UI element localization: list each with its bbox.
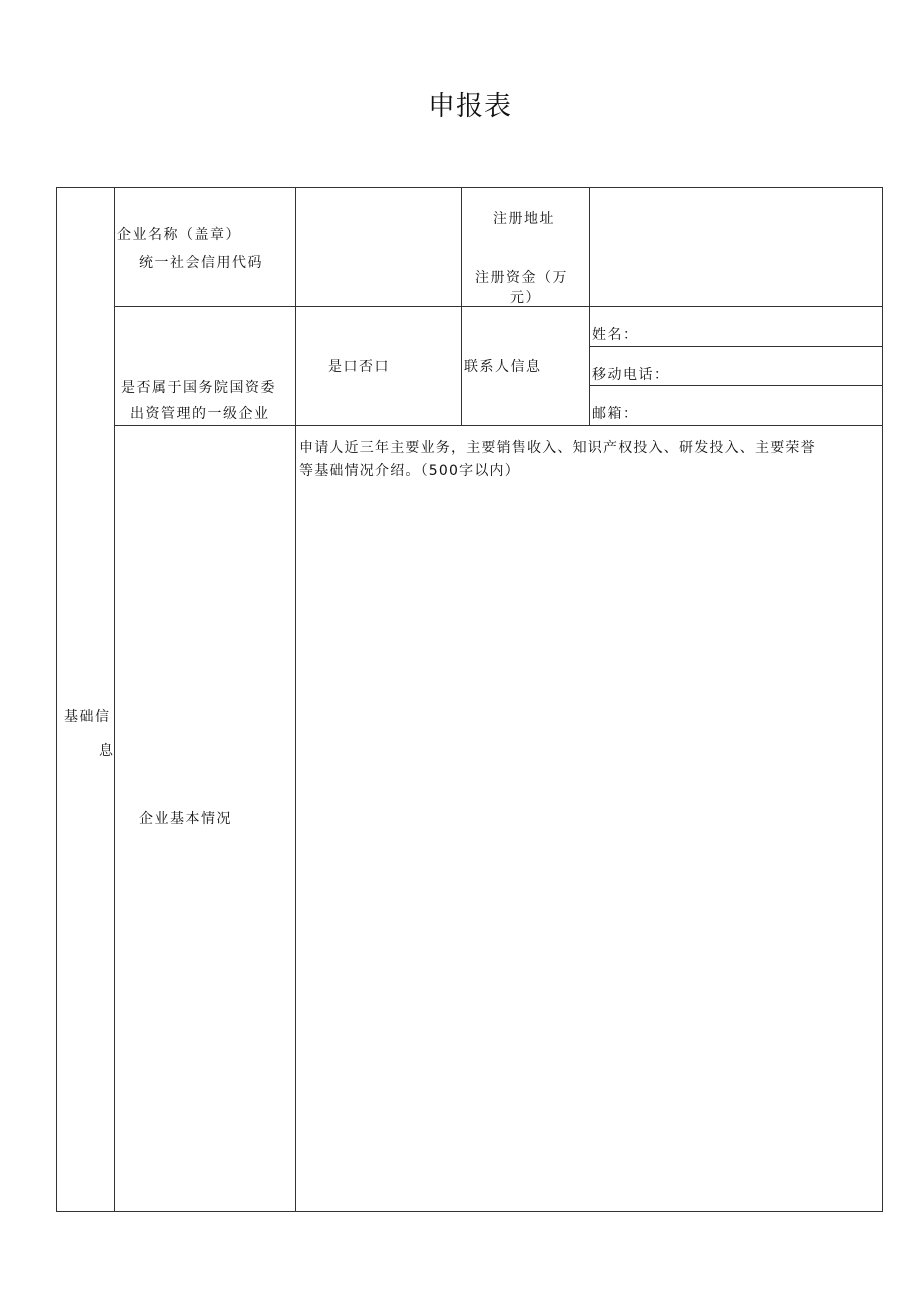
company-name-label-cell xyxy=(114,187,296,307)
form-title: 申报表 xyxy=(428,91,512,122)
contact-mobile-label: 移动电话： xyxy=(592,367,670,383)
section-label-line2: 息 xyxy=(99,743,115,759)
sasac-yes-no-checkbox[interactable]: 是口否口 xyxy=(328,359,390,375)
contact-email-label: 邮箱： xyxy=(592,406,639,422)
reg-info-field[interactable] xyxy=(589,187,883,307)
contact-name-field[interactable] xyxy=(589,306,883,347)
sasac-yes-no-cell[interactable] xyxy=(295,306,462,426)
company-overview-label-cell xyxy=(114,425,296,1212)
reg-capital-label-line1: 注册资金（万 xyxy=(475,270,568,286)
sasac-label-line2: 出资管理的一级企业 xyxy=(130,406,270,422)
contact-mobile-field[interactable] xyxy=(589,346,883,386)
contact-label-cell xyxy=(461,306,590,426)
reg-info-label-cell xyxy=(461,187,590,307)
company-name-label: 企业名称（盖章） xyxy=(117,227,241,243)
company-overview-hint-line1: 申请人近三年主要业务，主要销售收入、知识产权投入、研发投入、主要荣誉 xyxy=(299,440,816,456)
contact-name-label: 姓名： xyxy=(592,327,639,343)
credit-code-label: 统一社会信用代码 xyxy=(139,255,263,271)
company-overview-hint-line2: 等基础情况介绍。（500字以内） xyxy=(299,463,520,479)
company-overview-field[interactable] xyxy=(295,425,883,1212)
reg-address-label: 注册地址 xyxy=(493,211,555,227)
reg-capital-label-line2: 元） xyxy=(510,290,541,306)
company-overview-label: 企业基本情况 xyxy=(139,811,232,827)
company-name-field[interactable] xyxy=(295,187,462,307)
contact-email-field[interactable] xyxy=(589,385,883,426)
section-label-line1: 基础信 xyxy=(64,709,111,725)
section-cell-basic-info xyxy=(56,187,115,1212)
sasac-label-cell xyxy=(114,306,296,426)
sasac-label-line1: 是否属于国务院国资委 xyxy=(121,380,276,396)
contact-label: 联系人信息 xyxy=(464,359,542,375)
